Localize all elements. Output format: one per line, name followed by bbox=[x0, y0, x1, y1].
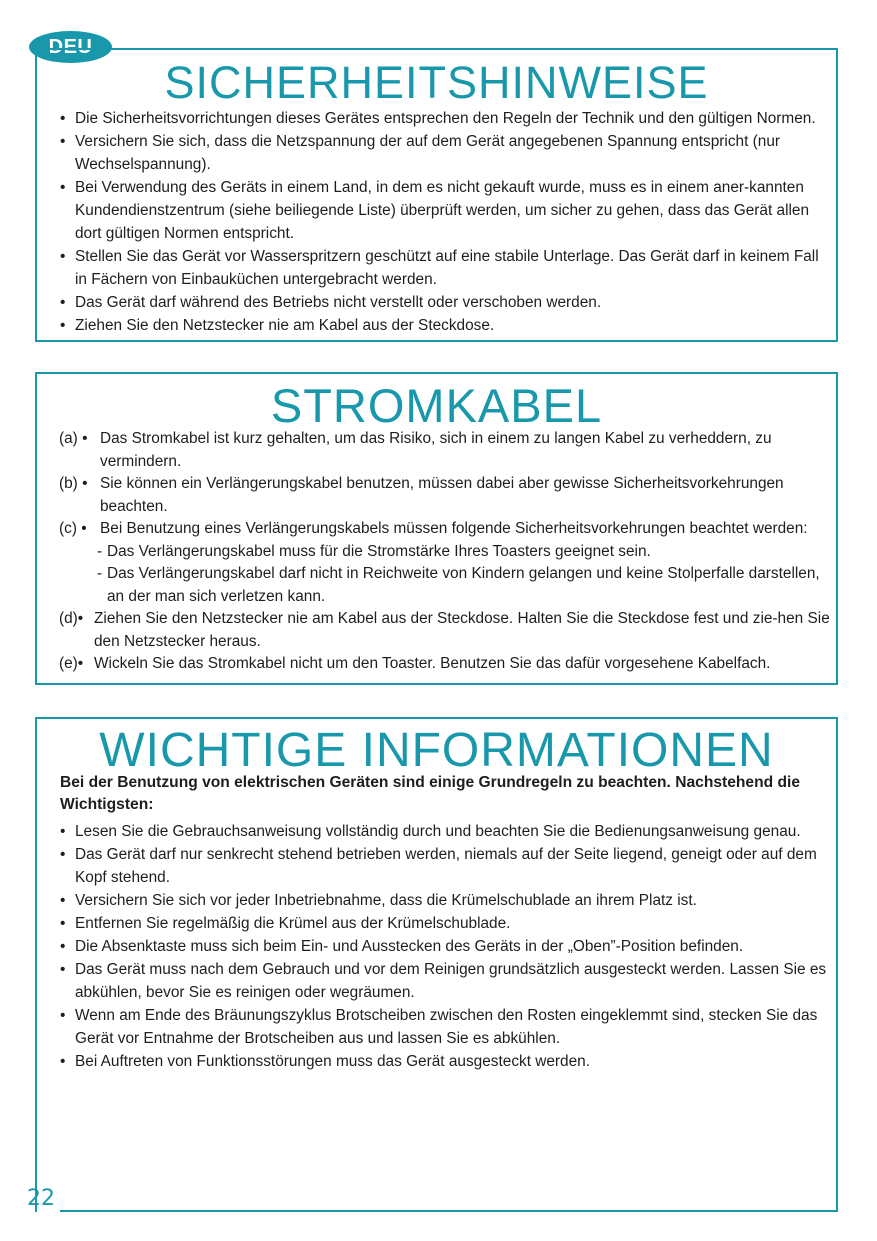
list-item: • Die Sicherheitsvorrichtungen dieses Gerätes entsprechen den Regeln der Technik und den gültigen Normen. bbox=[60, 107, 830, 130]
list-item bbox=[59, 518, 834, 608]
list-text: Ziehen Sie den Netzstecker nie am Kabel aus der Steckdose. Halten Sie die Steckdose fest und zie-hen Sie den Netzstecker heraus. bbox=[94, 610, 830, 650]
list-item: • Lesen Sie die Gebrauchsanweisung vollständig durch und beachten Sie die Bedienungsanweisung genau. bbox=[60, 820, 835, 843]
cable-sublist bbox=[59, 541, 834, 609]
sub-list-item: - Das Verlängerungskabel darf nicht in Reichweite von Kindern gelangen und keine Stolperfalle darstellen, an der man sich verletzen kann. bbox=[86, 563, 834, 608]
list-item: • Entfernen Sie regelmäßig die Krümel aus der Krümelschublade. bbox=[60, 912, 835, 935]
list-text: Das Stromkabel ist kurz gehalten, um das Risiko, sich in einem zu langen Kabel zu verheddern, zu vermindern. bbox=[100, 430, 772, 470]
list-marker: (b) • bbox=[59, 475, 88, 492]
list-item bbox=[59, 428, 834, 473]
cable-section bbox=[35, 372, 838, 685]
info-section bbox=[35, 717, 838, 1212]
list-item bbox=[59, 608, 834, 653]
list-text: Sie können ein Verlängerungskabel benutzen, müssen dabei aber gewisse Sicherheitsvorkehrungen beachten. bbox=[100, 475, 784, 515]
list-item: • Bei Auftreten von Funktionsstörungen muss das Gerät ausgesteckt werden. bbox=[60, 1050, 835, 1073]
list-item: • Versichern Sie sich, dass die Netzspannung der auf dem Gerät angegebenen Spannung entspricht (nur Wechselspannung). bbox=[60, 130, 830, 176]
list-item: • Versichern Sie sich vor jeder Inbetriebnahme, dass die Krümelschublade an ihrem Platz ist. bbox=[60, 889, 835, 912]
list-item: • Das Gerät muss nach dem Gebrauch und vor dem Reinigen grundsätzlich ausgesteckt werden. Lassen Sie es abkühlen, bevor Sie es reinigen oder wegräumen. bbox=[60, 958, 835, 1004]
safety-title: SICHERHEITSHINWEISE bbox=[164, 57, 709, 108]
language-badge: DEU bbox=[29, 31, 112, 63]
cable-list bbox=[59, 428, 834, 676]
list-item: • Die Absenktaste muss sich beim Ein- und Ausstecken des Geräts in der „Oben”-Position befinden. bbox=[60, 935, 835, 958]
list-item: • Stellen Sie das Gerät vor Wasserspritzern geschützt auf eine stabile Unterlage. Das Gerät darf in keinem Fall in Fächern von Einbauküchen untergebracht werden. bbox=[60, 245, 830, 291]
list-text: Bei Benutzung eines Verlängerungskabels müssen folgende Sicherheitsvorkehrungen beachtet werden: bbox=[100, 520, 808, 537]
list-marker: (c) • bbox=[59, 520, 87, 537]
list-marker: (d)• bbox=[59, 610, 84, 627]
info-intro: Bei der Benutzung von elektrischen Geräten sind einige Grundregeln zu beachten. Nachstehend die Wichtigsten: bbox=[60, 774, 800, 813]
list-text: Wickeln Sie das Stromkabel nicht um den Toaster. Benutzen Sie das dafür vorgesehene Kabelfach. bbox=[94, 655, 771, 672]
page-number: 22 bbox=[27, 1186, 55, 1211]
list-item: • Ziehen Sie den Netzstecker nie am Kabel aus der Steckdose. bbox=[60, 314, 830, 337]
list-item: • Wenn am Ende des Bräunungszyklus Brotscheiben zwischen den Rosten eingeklemmt sind, stecken Sie das Gerät vor Entnahme der Brotscheiben aus und lassen Sie es abkühlen. bbox=[60, 1004, 835, 1050]
list-marker: (a) • bbox=[59, 430, 88, 447]
safety-list bbox=[60, 107, 830, 337]
list-item: • Bei Verwendung des Geräts in einem Land, in dem es nicht gekauft wurde, muss es in einem aner-kannten Kundendienstzentrum (siehe beiliegende Liste) überprüft werden, um sicher zu gehen, dass das Gerät allen dort gültigen Normen entspricht. bbox=[60, 176, 830, 245]
list-item bbox=[59, 473, 834, 518]
list-item: • Das Gerät darf nur senkrecht stehend betrieben werden, niemals auf der Seite liegend, geneigt oder auf dem Kopf stehend. bbox=[60, 843, 835, 889]
info-list bbox=[60, 820, 835, 1073]
cable-title: STROMKABEL bbox=[270, 379, 603, 432]
safety-section bbox=[35, 48, 838, 342]
panel-bottom-rule bbox=[60, 1210, 838, 1212]
sub-list-item: - Das Verlängerungskabel muss für die Stromstärke Ihres Toasters geeignet sein. bbox=[86, 541, 834, 564]
list-item bbox=[59, 653, 834, 676]
info-title: WICHTIGE INFORMATIONEN bbox=[99, 724, 774, 777]
list-item: • Das Gerät darf während des Betriebs nicht verstellt oder verschoben werden. bbox=[60, 291, 830, 314]
list-marker: (e)• bbox=[59, 655, 84, 672]
